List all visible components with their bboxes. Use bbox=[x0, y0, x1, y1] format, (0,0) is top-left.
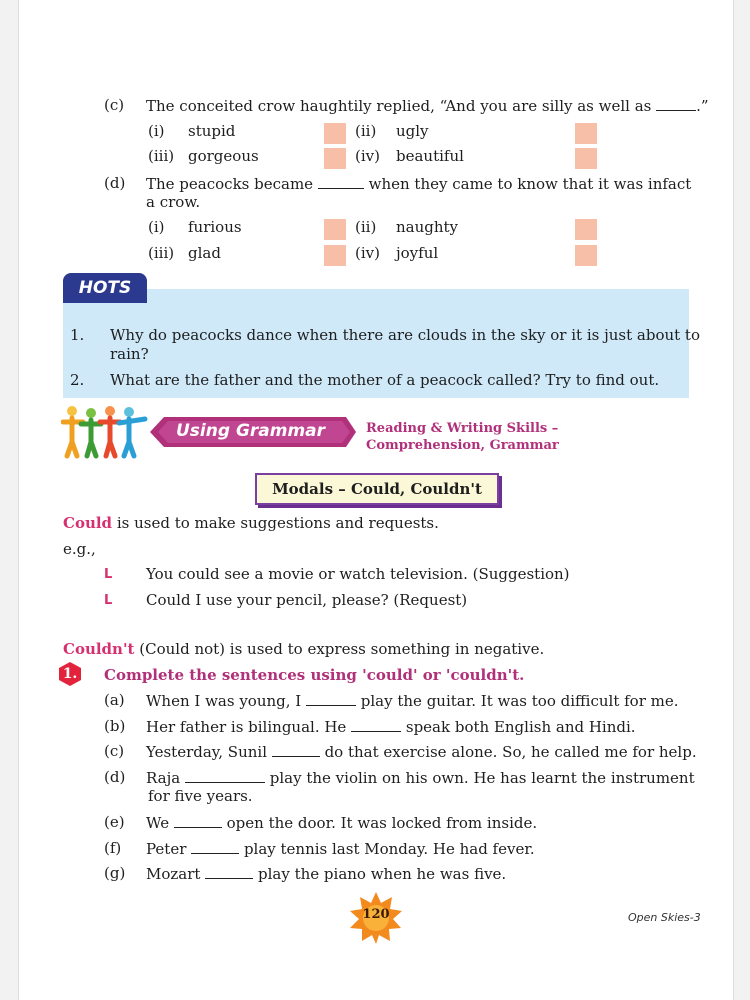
answer-box[interactable] bbox=[324, 148, 346, 169]
hots-item-number: 2. bbox=[70, 371, 85, 389]
example-sentence: Could I use your pencil, please? (Request) bbox=[146, 591, 468, 609]
question-text: The conceited crow haughtily replied, “And you are silly as well as .” bbox=[146, 97, 709, 115]
book-title: Open Skies-3 bbox=[628, 911, 701, 924]
answer-blank[interactable] bbox=[306, 691, 356, 706]
hots-tab: HOTS bbox=[63, 273, 147, 303]
bullet-icon: L bbox=[104, 593, 113, 608]
answer-blank[interactable] bbox=[185, 768, 265, 783]
hots-item-text-line2: rain? bbox=[110, 345, 149, 363]
question-text: The peacocks became when they came to know that it was infact bbox=[146, 175, 692, 193]
item-label: (c) bbox=[104, 742, 125, 760]
hots-item-text: Why do peacocks dance when there are clouds in the sky or it is just about to bbox=[110, 326, 700, 344]
option-text: gorgeous bbox=[188, 147, 259, 165]
answer-box[interactable] bbox=[324, 219, 346, 240]
could-keyword: Could bbox=[63, 514, 113, 532]
exercise-sentence: Peter play tennis last Monday. He had fever. bbox=[146, 840, 535, 858]
option-number: (iii) bbox=[148, 244, 175, 262]
option-text: stupid bbox=[188, 122, 236, 140]
skills-line-1: Reading & Writing Skills – bbox=[366, 421, 559, 436]
question-label: (d) bbox=[104, 174, 126, 192]
answer-box[interactable] bbox=[575, 123, 597, 144]
exercise-sentence: Yesterday, Sunil do that exercise alone. So, he called me for help. bbox=[146, 743, 697, 761]
option-number: (i) bbox=[148, 122, 165, 140]
answer-box[interactable] bbox=[575, 219, 597, 240]
option-number: (i) bbox=[148, 218, 165, 236]
could-definition: Could is used to make suggestions and requests. bbox=[63, 514, 439, 532]
answer-box[interactable] bbox=[324, 245, 346, 266]
option-text: furious bbox=[188, 218, 242, 236]
answer-box[interactable] bbox=[324, 123, 346, 144]
answer-blank[interactable] bbox=[191, 839, 239, 854]
exercise-sentence: Raja play the violin on his own. He has learnt the instrument bbox=[146, 769, 695, 787]
exercise-sentence: We open the door. It was locked from inside. bbox=[146, 814, 538, 832]
example-sentence: You could see a movie or watch television. (Suggestion) bbox=[146, 565, 570, 583]
option-number: (ii) bbox=[355, 218, 377, 236]
exercise-title: Complete the sentences using 'could' or 'couldn't. bbox=[104, 666, 525, 684]
option-number: (iv) bbox=[355, 147, 380, 165]
question-text-line2: a crow. bbox=[146, 193, 201, 211]
option-number: (ii) bbox=[355, 122, 377, 140]
option-text: joyful bbox=[396, 244, 439, 262]
answer-box[interactable] bbox=[575, 245, 597, 266]
option-number: (iii) bbox=[148, 147, 175, 165]
children-figures-icon bbox=[61, 404, 151, 460]
hots-item-text: What are the father and the mother of a peacock called? Try to find out. bbox=[110, 371, 660, 389]
option-text: ugly bbox=[396, 122, 429, 140]
exercise-sentence: Mozart play the piano when he was five. bbox=[146, 865, 507, 883]
topic-heading: Modals – Could, Couldn't bbox=[255, 473, 499, 505]
hots-item-number: 1. bbox=[70, 326, 85, 344]
page-number: 120 bbox=[362, 907, 390, 922]
answer-blank[interactable] bbox=[351, 717, 401, 732]
item-label: (g) bbox=[104, 864, 126, 882]
exercise-number: 1. bbox=[62, 666, 78, 682]
exercise-sentence: When I was young, I play the guitar. It was too difficult for me. bbox=[146, 692, 679, 710]
item-label: (a) bbox=[104, 691, 125, 709]
answer-blank[interactable] bbox=[174, 813, 222, 828]
couldnt-definition: Couldn't (Could not) is used to express something in negative. bbox=[63, 640, 545, 658]
item-label: (d) bbox=[104, 768, 126, 786]
using-grammar-title: Using Grammar bbox=[176, 421, 326, 441]
answer-blank[interactable] bbox=[272, 742, 320, 757]
item-label: (e) bbox=[104, 813, 125, 831]
couldnt-keyword: Couldn't bbox=[63, 640, 135, 658]
item-label: (b) bbox=[104, 717, 126, 735]
eg-label: e.g., bbox=[63, 540, 96, 558]
item-label: (f) bbox=[104, 839, 122, 857]
skills-line-2: Comprehension, Grammar bbox=[366, 438, 559, 453]
option-text: beautiful bbox=[396, 147, 464, 165]
question-label: (c) bbox=[104, 96, 125, 114]
answer-box[interactable] bbox=[575, 148, 597, 169]
option-text: naughty bbox=[396, 218, 459, 236]
exercise-sentence: Her father is bilingual. He speak both English and Hindi. bbox=[146, 718, 636, 736]
bullet-icon: L bbox=[104, 567, 113, 582]
exercise-sentence-line2: for five years. bbox=[148, 787, 253, 805]
answer-blank[interactable] bbox=[205, 864, 253, 879]
option-number: (iv) bbox=[355, 244, 380, 262]
option-text: glad bbox=[188, 244, 221, 262]
